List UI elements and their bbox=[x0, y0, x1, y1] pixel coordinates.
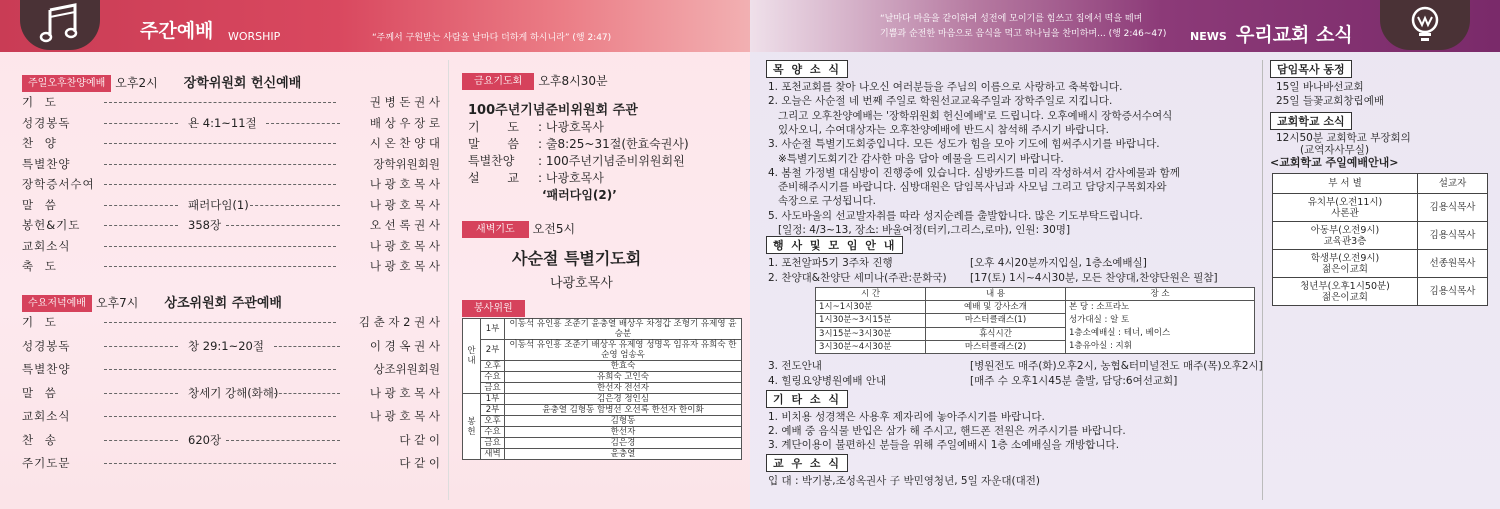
pastor-news-heading: 담임목사 동정 bbox=[1270, 60, 1352, 78]
table-cell: 김형동 bbox=[505, 416, 742, 427]
leader-line bbox=[104, 393, 178, 394]
order-person: 김 춘 자 2 권 사 bbox=[358, 315, 440, 329]
friday-prayer-time: 오후8시30분 bbox=[538, 74, 608, 88]
sunday-service-title: 장학위원회 헌신예배 bbox=[183, 76, 302, 91]
order-label: 주기도문 bbox=[22, 456, 71, 470]
order-label: 찬 양 bbox=[22, 136, 60, 150]
sunday-service-tag: 주일오후찬양예배 bbox=[22, 75, 111, 92]
table-cell: 금요 bbox=[481, 383, 505, 394]
worship-title: 주간예배 bbox=[140, 20, 214, 42]
order-detail: 창 29:1~20절 bbox=[188, 338, 264, 353]
dept-label: 아동부(오전9시) bbox=[1310, 224, 1380, 236]
pastor-news-item: 25일 들꽃교회창립예배 bbox=[1276, 95, 1384, 107]
event-item-2-note: [17(토) 1시~4시30분, 모든 찬양대,찬양단원은 필참] bbox=[970, 272, 1218, 284]
dept-label: 학생부(오전9시) bbox=[1310, 252, 1380, 264]
leader-line bbox=[104, 184, 336, 185]
school-service-table bbox=[1272, 173, 1488, 306]
leader-line bbox=[226, 225, 340, 226]
table-row bbox=[463, 340, 742, 361]
table-header: 내 용 bbox=[926, 288, 1066, 301]
order-person: 권 병 돈 권 사 bbox=[369, 95, 440, 109]
leader-line bbox=[274, 346, 340, 347]
friday-row-sermon-text bbox=[468, 135, 689, 152]
order-detail: 620장 bbox=[188, 432, 222, 447]
table-cell: 윤충열 bbox=[505, 449, 742, 460]
table-cell: 3시15분~3시30분 bbox=[816, 327, 926, 340]
dept-label: 유치부(오전11시) bbox=[1307, 196, 1383, 208]
event-item-2: 2. 찬양대&찬양단 세미나(주관:문화국) bbox=[768, 272, 947, 284]
table-header: 설교자 bbox=[1418, 174, 1488, 194]
dept-place: 교육관3층 bbox=[1323, 235, 1367, 247]
table-header: 시 간 bbox=[816, 288, 926, 301]
order-label: 봉헌&기도 bbox=[22, 218, 81, 232]
order-label: 성경봉독 bbox=[22, 338, 71, 353]
table-cell: 김용식목사 bbox=[1418, 278, 1488, 306]
leader-line bbox=[104, 164, 336, 165]
order-detail: 358장 bbox=[188, 218, 222, 232]
right-column-divider bbox=[1262, 60, 1263, 500]
leader-line bbox=[104, 369, 336, 370]
leader-line bbox=[104, 346, 178, 347]
school-service-subheading: <교회학교 주일예배안내> bbox=[1270, 156, 1399, 169]
worship-verse: “주께서 구원받는 사람을 날마다 더하게 하시니라” (행 2:47) bbox=[372, 33, 612, 43]
order-person: 나 광 호 목 사 bbox=[369, 259, 440, 273]
order-person: 이 경 옥 권 사 bbox=[369, 338, 440, 353]
order-label: 말 씀 bbox=[22, 385, 60, 400]
order-label: 특별찬양 bbox=[22, 362, 71, 376]
table-cell: 예배 및 강사소개 bbox=[926, 301, 1066, 314]
leader-line bbox=[266, 123, 340, 124]
order-row bbox=[22, 94, 440, 110]
leader-line bbox=[104, 266, 336, 267]
pastoral-news-heading: 목 양 소 식 bbox=[766, 60, 848, 78]
order-label: 찬 송 bbox=[22, 432, 60, 447]
order-row bbox=[22, 385, 440, 401]
table-row bbox=[463, 383, 742, 394]
order-row bbox=[22, 176, 440, 192]
table-cell: 한선자 전선자 bbox=[505, 383, 742, 394]
table-cell: 새벽 bbox=[481, 449, 505, 460]
table-cell: 윤충열 김형동 함병선 오선록 한선자 한이화 bbox=[505, 405, 742, 416]
order-label: 말 씀 bbox=[22, 197, 60, 212]
wednesday-service-header bbox=[22, 292, 282, 312]
lightbulb-icon bbox=[1380, 0, 1470, 50]
volunteer-tag: 봉사위원 bbox=[462, 300, 525, 317]
dawn-prayer-tag: 새벽기도 bbox=[462, 221, 529, 238]
order-person: 시 온 찬 양 대 bbox=[369, 136, 440, 150]
table-row bbox=[1273, 278, 1488, 306]
order-label: 성경봉독 bbox=[22, 115, 71, 130]
order-person: 배 상 우 장 로 bbox=[369, 115, 440, 130]
table-cell bbox=[1273, 194, 1418, 222]
table-cell bbox=[1273, 278, 1418, 306]
row-value: : 출8:25~31절(한효숙권사) bbox=[538, 137, 689, 151]
school-news-heading: 교회학교 소식 bbox=[1270, 112, 1352, 130]
music-note-icon bbox=[20, 0, 100, 50]
table-cell: 휴식시간 bbox=[926, 327, 1066, 340]
table-cell: 김용식목사 bbox=[1418, 194, 1488, 222]
order-person: 나 광 호 목 사 bbox=[369, 385, 440, 400]
order-label: 기 도 bbox=[22, 95, 60, 109]
row-value: : 100주년기념준비위원회원 bbox=[538, 154, 685, 168]
table-cell: 한효숙 bbox=[505, 361, 742, 372]
table-cell: 오후 bbox=[481, 361, 505, 372]
order-row bbox=[22, 135, 440, 151]
leader-line bbox=[104, 102, 336, 103]
pastoral-news-item: 5. 사도바울의 선교발자취를 따라 성지순례를 출발합니다. 많은 기도부탁드립니다. bbox=[768, 209, 1143, 222]
order-detail: 욘 4:1~11절 bbox=[188, 115, 257, 130]
member-news-heading: 교 우 소 식 bbox=[766, 454, 848, 472]
order-row bbox=[22, 217, 440, 233]
table-cell: 금요 bbox=[481, 438, 505, 449]
order-row bbox=[22, 238, 440, 254]
pastoral-news-item: ※특별기도회기간 감사한 마음 담아 예물을 드리시기 바랍니다. bbox=[768, 152, 1064, 165]
table-cell: 2부 bbox=[481, 340, 505, 361]
row-value: : 나광호목사 bbox=[538, 171, 604, 185]
table-row bbox=[463, 449, 742, 460]
table-cell bbox=[1273, 250, 1418, 278]
dawn-prayer-title: 사순절 특별기도회 bbox=[512, 249, 642, 268]
order-row bbox=[22, 361, 440, 377]
other-news-heading: 기 타 소 식 bbox=[766, 390, 848, 408]
table-cell: 김은경 bbox=[505, 438, 742, 449]
order-person: 다 같 이 bbox=[399, 456, 440, 470]
dept-place: 젊은이교회 bbox=[1322, 263, 1368, 275]
table-row bbox=[1273, 222, 1488, 250]
order-row bbox=[22, 197, 440, 213]
place-line: 1층유아실 : 지휘 bbox=[1069, 341, 1132, 351]
table-row bbox=[1273, 174, 1488, 194]
table-cell: 오후 bbox=[481, 416, 505, 427]
table-cell: 김용식목사 bbox=[1418, 222, 1488, 250]
pastoral-news-item: 1. 포천교회를 찾아 나오신 여러분들을 주님의 이름으로 사랑하고 축복합니다. bbox=[768, 81, 1123, 93]
wednesday-service-title: 상조위원회 주관예배 bbox=[164, 296, 282, 311]
volunteer-header bbox=[462, 300, 525, 317]
table-cell: 이동석 유인흥 조준기 배상우 유제영 성명옥 임유자 유희숙 한순영 엄송옥 bbox=[505, 340, 742, 361]
place-line: 1층소예배실 : 테너, 베이스 bbox=[1069, 328, 1171, 338]
table-row bbox=[816, 301, 1255, 314]
order-label: 기 도 bbox=[22, 315, 60, 329]
row-label: 특별찬양 bbox=[468, 154, 515, 168]
pastoral-news-item: 3. 사순절 특별기도회중입니다. 모든 성도가 힘을 모아 기도에 힘써주시기를 바랍니다. bbox=[768, 138, 1160, 151]
table-row bbox=[463, 416, 742, 427]
leader-line bbox=[226, 440, 340, 441]
leader-line bbox=[104, 143, 336, 144]
pastor-news-item: 15일 바나바선교회 bbox=[1276, 81, 1364, 93]
order-row bbox=[22, 408, 440, 424]
pastoral-news-item: 있사오니, 수여대상자는 오후찬양예배에 반드시 참석해 주시기 바랍니다. bbox=[768, 123, 1110, 136]
order-person: 나 광 호 목 사 bbox=[369, 197, 440, 212]
event-item-1-note: [오후 4시20분까지입실, 1층소예배실] bbox=[970, 257, 1147, 269]
table-row bbox=[463, 427, 742, 438]
friday-row-prayer bbox=[468, 118, 604, 135]
table-cell: 1부 bbox=[481, 394, 505, 405]
order-row bbox=[22, 432, 440, 448]
table-cell: 1시30분~3시15분 bbox=[816, 314, 926, 327]
event-item-1: 1. 포천알파5기 3주차 진행 bbox=[768, 257, 893, 269]
order-person: 나 광 호 목 사 bbox=[369, 409, 440, 423]
news-title: 우리교회 소식 bbox=[1236, 24, 1353, 46]
order-row bbox=[22, 314, 440, 330]
pastoral-news-item: 그리고 오후찬양예배는 '장학위원회 헌신예배'로 드립니다. 오후예배시 장학증서수여식 bbox=[768, 109, 1173, 122]
other-news-item: 1. 비치용 성경책은 사용후 제자리에 놓아주시기를 바랍니다. bbox=[768, 411, 1045, 423]
member-news-line: 입 대 : 박기봉,조성옥권사 子 박민영청년, 5일 자운대(대전) bbox=[768, 475, 1040, 487]
table-cell: 한선자 bbox=[505, 427, 742, 438]
group-offering: 봉헌 bbox=[463, 394, 481, 460]
leader-line bbox=[104, 322, 336, 323]
leader-line bbox=[274, 393, 340, 394]
order-person: 장학위원회원 bbox=[373, 156, 440, 171]
dawn-prayer-preacher: 나광호목사 bbox=[550, 276, 613, 291]
pastoral-news-item: 4. 봄철 가정별 대심방이 진행중에 있습니다. 심방카드를 미리 작성하셔서 감사예물과 함께 bbox=[768, 166, 1180, 179]
place-line: 본 당 : 소프라노 bbox=[1069, 302, 1130, 312]
dawn-prayer-header bbox=[462, 220, 575, 238]
other-news-item: 2. 예배 중 음식물 반입은 삼가 해 주시고, 핸드폰 전원은 꺼주시기를 바랍니다. bbox=[768, 425, 1126, 437]
order-row bbox=[22, 156, 440, 172]
order-label: 교회소식 bbox=[22, 238, 71, 253]
order-person: 상조위원회원 bbox=[373, 362, 440, 376]
table-cell bbox=[1273, 222, 1418, 250]
event-item-4-note: [매주 수 오후1시45분 출발, 담당:6여선교회] bbox=[970, 375, 1178, 387]
table-row bbox=[463, 319, 742, 340]
friday-row-special-song bbox=[468, 152, 685, 169]
sunday-service-time: 오후2시 bbox=[115, 76, 158, 90]
volunteer-table bbox=[462, 318, 742, 460]
leader-line bbox=[104, 246, 336, 247]
row-label: 기 도 bbox=[468, 120, 531, 134]
table-cell: 선종원목사 bbox=[1418, 250, 1488, 278]
friday-row-preacher bbox=[468, 169, 604, 186]
table-cell: 마스터클래스(1) bbox=[926, 314, 1066, 327]
order-label: 축 도 bbox=[22, 259, 60, 273]
row-label: 말 씀 bbox=[468, 137, 531, 151]
school-news-line2: (교역자사무실) bbox=[1300, 144, 1370, 156]
table-row bbox=[463, 405, 742, 416]
wednesday-service-tag: 수요저녁예배 bbox=[22, 295, 92, 312]
table-cell: 3시30분~4시30분 bbox=[816, 340, 926, 353]
table-cell: 김은경 정인심 bbox=[505, 394, 742, 405]
order-row bbox=[22, 115, 440, 131]
table-row bbox=[463, 394, 742, 405]
order-label: 장학증서수여 bbox=[22, 177, 95, 191]
group-usher: 안내 bbox=[463, 319, 481, 394]
table-cell: 이동석 유인흥 조준기 윤충열 배상우 차정갑 조형기 유제영 윤승분 bbox=[505, 319, 742, 340]
order-person: 다 같 이 bbox=[399, 432, 440, 447]
table-row bbox=[1273, 250, 1488, 278]
news-label: NEWS bbox=[1190, 30, 1227, 43]
friday-prayer-header bbox=[462, 72, 608, 90]
leader-line bbox=[104, 440, 178, 441]
pastoral-news-item: [일정: 4/3~13, 장소: 바울여정(터키,그리스,로마), 인원: 30명] bbox=[768, 224, 1071, 236]
pastoral-news-item: 준비해주시기를 바랍니다. 심방대원은 담임목사님과 사모님 그리고 담당지구목회자와 bbox=[768, 181, 1167, 194]
dept-place: 젊은이교회 bbox=[1322, 291, 1368, 303]
place-line: 성가대실 : 알 토 bbox=[1069, 315, 1130, 325]
other-news-item: 3. 계단이용이 불편하신 분들을 위해 주일예배시 1층 소예배실을 개방합니다. bbox=[768, 439, 1120, 451]
dept-place: 사론관 bbox=[1331, 207, 1359, 219]
row-label: 설 교 bbox=[468, 171, 531, 185]
news-verse-line2: 기쁨과 순전한 마음으로 음식을 먹고 하나님을 찬미하며... (행 2:46~47) bbox=[880, 29, 1167, 39]
order-row bbox=[22, 338, 440, 354]
event-item-4: 4. 힐링요양병원예배 안내 bbox=[768, 375, 887, 387]
table-cell: 유희숙 고인숙 bbox=[505, 372, 742, 383]
table-cell: 수요 bbox=[481, 372, 505, 383]
pastoral-news-item: 2. 오늘은 사순절 네 번째 주일로 학원선교교육주일과 장학주일로 지킵니다. bbox=[768, 95, 1113, 108]
order-person: 나 광 호 목 사 bbox=[369, 238, 440, 253]
table-row bbox=[463, 372, 742, 383]
table-cell: 마스터클래스(2) bbox=[926, 340, 1066, 353]
table-header: 장 소 bbox=[1066, 288, 1255, 301]
order-detail: 패러다임(1) bbox=[188, 197, 249, 212]
table-cell: 1부 bbox=[481, 319, 505, 340]
pastoral-news-item: 속장으로 구성됩니다. bbox=[768, 195, 876, 208]
table-row bbox=[816, 288, 1255, 301]
friday-prayer-tag: 금요기도회 bbox=[462, 73, 534, 90]
order-row bbox=[22, 455, 440, 471]
school-news-line1: 12시50분 교회학교 부장회의 bbox=[1276, 132, 1411, 144]
leader-line bbox=[104, 205, 178, 206]
table-header: 부 서 별 bbox=[1273, 174, 1418, 194]
leader-line bbox=[104, 463, 336, 464]
table-row bbox=[463, 438, 742, 449]
events-heading: 행 사 및 모 임 안 내 bbox=[766, 236, 903, 254]
table-row bbox=[463, 361, 742, 372]
dept-label: 청년부(오후1시50분) bbox=[1300, 280, 1390, 292]
wednesday-service-time: 오후7시 bbox=[95, 296, 139, 310]
column-divider bbox=[448, 60, 449, 500]
leader-line bbox=[104, 416, 336, 417]
event-item-3: 3. 전도안내 bbox=[768, 360, 822, 372]
order-label: 특별찬양 bbox=[22, 156, 71, 171]
order-row bbox=[22, 258, 440, 274]
table-cell: 수요 bbox=[481, 427, 505, 438]
table-cell: 2부 bbox=[481, 405, 505, 416]
news-verse-line1: “날마다 마음을 같이하여 성전에 모이기를 힘쓰고 집에서 떡을 떼며 bbox=[880, 14, 1143, 24]
order-person: 오 선 록 권 사 bbox=[369, 218, 440, 232]
seminar-table bbox=[815, 287, 1255, 354]
leader-line bbox=[104, 123, 178, 124]
leader-line bbox=[104, 225, 178, 226]
dawn-prayer-time: 오전5시 bbox=[532, 222, 576, 236]
friday-prayer-title: 100주년기념준비위원회 주관 bbox=[468, 103, 638, 118]
order-detail: 창세기 강해(화해) bbox=[188, 385, 279, 400]
friday-sermon-title: ‘패러다임(2)’ bbox=[542, 188, 617, 202]
seminar-places bbox=[1066, 301, 1255, 354]
sunday-service-header bbox=[22, 72, 301, 92]
order-person: 나 광 호 목 사 bbox=[369, 177, 440, 191]
event-item-3-note: [병원전도 매주(화)오후2시, 농협&터미널전도 매주(목)오후2시] bbox=[970, 360, 1263, 372]
row-value: : 나광호목사 bbox=[538, 120, 604, 134]
table-row bbox=[1273, 194, 1488, 222]
order-label: 교회소식 bbox=[22, 409, 71, 423]
table-cell: 1시~1시30분 bbox=[816, 301, 926, 314]
worship-subtitle: WORSHIP bbox=[228, 30, 281, 43]
leader-line bbox=[250, 205, 340, 206]
